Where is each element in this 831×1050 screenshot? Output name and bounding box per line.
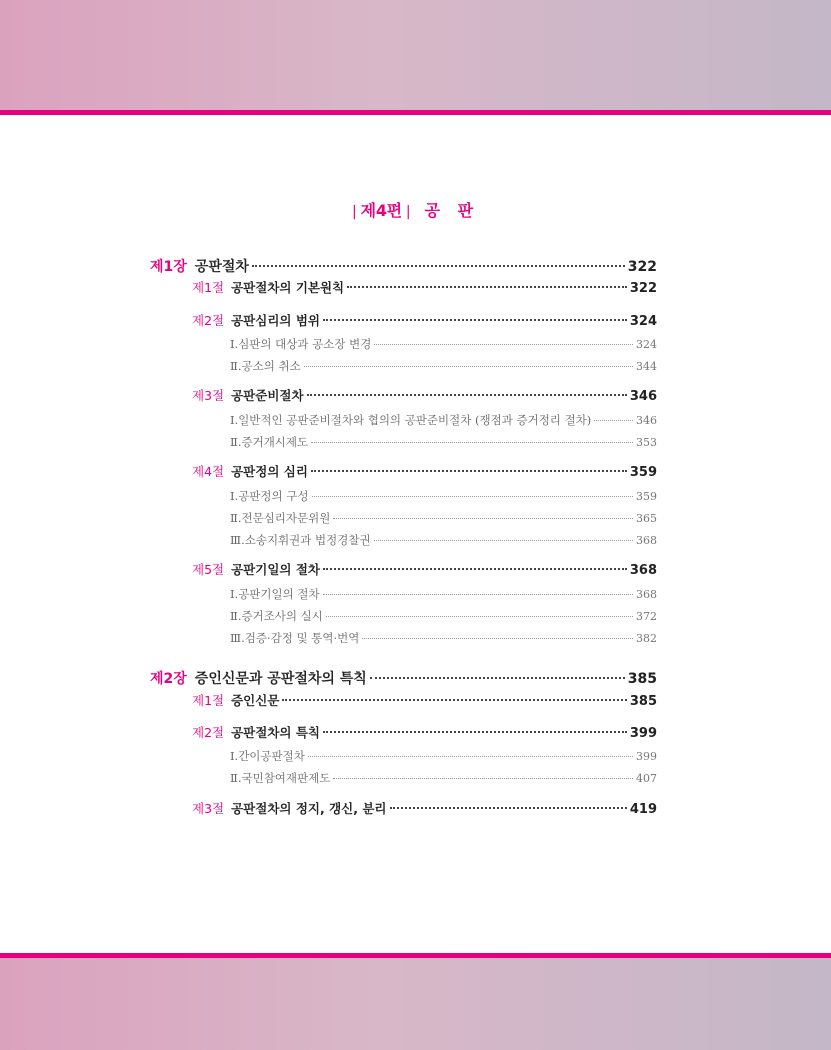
toc-entry-title: 공판기일의 절차 bbox=[238, 587, 320, 601]
toc-entry-title: 증거조사의 실시 bbox=[241, 609, 323, 623]
toc-entry-number: Ⅲ. bbox=[230, 533, 245, 547]
toc-entry-title: 소송지휘권과 법정경찰권 bbox=[244, 533, 371, 547]
toc-page-number: 368 bbox=[636, 534, 657, 547]
toc-entry-number: 제3절 bbox=[192, 801, 225, 816]
toc-entry-label bbox=[192, 462, 308, 480]
toc-subsection-row bbox=[230, 608, 657, 624]
toc-page-number: 346 bbox=[636, 414, 657, 427]
toc-leader-dots bbox=[311, 470, 627, 472]
toc-entry-title: 국민참여재판제도 bbox=[241, 771, 331, 785]
toc-section-row bbox=[192, 560, 657, 578]
toc-leader-dots bbox=[308, 756, 633, 757]
toc-page-number: 368 bbox=[629, 563, 657, 578]
toc-entry-number: 제5절 bbox=[192, 562, 225, 577]
header-rule bbox=[0, 110, 831, 115]
toc-page-number: 344 bbox=[636, 360, 657, 373]
toc-entry-title: 공판정의 구성 bbox=[238, 489, 309, 503]
toc-entry-number: 제2장 bbox=[150, 671, 187, 687]
toc-entry-label bbox=[192, 799, 387, 817]
toc-entry-label bbox=[192, 691, 279, 709]
toc-entry-label bbox=[192, 278, 344, 296]
toc-entry-label bbox=[230, 532, 371, 548]
footer-band bbox=[0, 958, 831, 1050]
toc-entry-label bbox=[230, 586, 320, 602]
toc-subsection-row bbox=[230, 770, 657, 786]
toc-chapter-row bbox=[150, 668, 657, 688]
header-band bbox=[0, 0, 831, 110]
toc-leader-dots bbox=[333, 778, 633, 779]
toc-leader-dots bbox=[323, 568, 627, 570]
toc-subsection-row bbox=[230, 336, 657, 352]
toc-page-number: 382 bbox=[636, 632, 657, 645]
toc-entry-label bbox=[230, 336, 371, 352]
toc-entry-number: Ⅰ. bbox=[230, 413, 239, 427]
toc-page-number: 399 bbox=[629, 726, 657, 741]
part-number: 제4편 bbox=[360, 201, 402, 220]
toc-entry-number: 제2절 bbox=[192, 725, 225, 740]
toc-subsection-row bbox=[230, 586, 657, 602]
toc-leader-dots bbox=[594, 420, 633, 421]
toc-entry-title: 증인신문과 공판절차의 특칙 bbox=[194, 671, 367, 687]
toc-entry-label bbox=[230, 510, 330, 526]
toc-leader-dots bbox=[374, 344, 633, 345]
part-title-bar-right: | bbox=[405, 204, 411, 220]
toc-subsection-row bbox=[230, 488, 657, 504]
toc-entry-label bbox=[230, 748, 305, 764]
toc-entry-number: Ⅲ. bbox=[230, 631, 245, 645]
toc-section-row bbox=[192, 723, 657, 741]
toc-subsection-row bbox=[230, 532, 657, 548]
toc-entry-label bbox=[150, 668, 367, 688]
toc-subsection-row bbox=[230, 434, 657, 450]
toc-entry-title: 공판절차의 정지, 갱신, 분리 bbox=[231, 801, 387, 816]
toc-leader-dots bbox=[312, 496, 633, 497]
toc-entry-label bbox=[192, 311, 320, 329]
toc-entry-title: 공판심리의 범위 bbox=[231, 313, 320, 328]
toc-entry-title: 공판절차의 특칙 bbox=[231, 725, 320, 740]
toc-entry-number: 제4절 bbox=[192, 464, 225, 479]
toc-section-row bbox=[192, 799, 657, 817]
toc-section-row bbox=[192, 462, 657, 480]
toc-page-number: 346 bbox=[629, 389, 657, 404]
toc-entry-title: 심판의 대상과 공소장 변경 bbox=[238, 337, 372, 351]
toc-leader-dots bbox=[390, 807, 627, 809]
toc-leader-dots bbox=[307, 394, 627, 396]
toc-leader-dots bbox=[323, 594, 633, 595]
toc-entry-title: 검증·감정 및 통역·번역 bbox=[244, 631, 360, 645]
toc-subsection-row bbox=[230, 510, 657, 526]
part-title-bar-left: | bbox=[351, 204, 357, 220]
toc-entry-label bbox=[230, 358, 301, 374]
toc-page-number: 407 bbox=[636, 772, 657, 785]
toc-page-number: 324 bbox=[636, 338, 657, 351]
toc-chapter-row bbox=[150, 256, 657, 276]
toc-page-number: 322 bbox=[629, 281, 657, 296]
toc-entry-label bbox=[230, 608, 323, 624]
toc-entry-number: 제3절 bbox=[192, 388, 225, 403]
toc-entry-label bbox=[192, 386, 304, 404]
toc-leader-dots bbox=[347, 286, 627, 288]
toc-entry-label bbox=[192, 723, 320, 741]
toc-entry-label bbox=[230, 770, 330, 786]
toc-entry-label bbox=[230, 630, 359, 646]
toc-leader-dots bbox=[252, 265, 625, 267]
toc-page-number: 359 bbox=[629, 465, 657, 480]
toc-entry-number: Ⅰ. bbox=[230, 749, 239, 763]
toc-entry-title: 공소의 취소 bbox=[241, 359, 301, 373]
toc-entry-title: 공판기일의 절차 bbox=[231, 562, 320, 577]
toc-leader-dots bbox=[374, 540, 633, 541]
toc-entry-label bbox=[192, 560, 320, 578]
part-title bbox=[0, 198, 831, 221]
toc-page-number: 385 bbox=[629, 694, 657, 709]
toc-page-number: 368 bbox=[636, 588, 657, 601]
toc-section-row bbox=[192, 311, 657, 329]
toc-section-row bbox=[192, 386, 657, 404]
toc-entry-label bbox=[230, 434, 308, 450]
toc-entry-title: 증거개시제도 bbox=[241, 435, 309, 449]
toc-entry-label bbox=[230, 412, 591, 428]
toc-entry-title: 전문심리자문위원 bbox=[241, 511, 331, 525]
toc-page-number: 322 bbox=[627, 259, 657, 275]
toc-section-row bbox=[192, 278, 657, 296]
toc-entry-number: Ⅰ. bbox=[230, 337, 239, 351]
toc-section-row bbox=[192, 691, 657, 709]
toc-entry-title: 공판준비절차 bbox=[231, 388, 304, 403]
toc-page-number: 399 bbox=[636, 750, 657, 763]
toc-entry-title: 간이공판절차 bbox=[238, 749, 305, 763]
toc-page-number: 365 bbox=[636, 512, 657, 525]
toc-page-number: 324 bbox=[629, 314, 657, 329]
toc-page-number: 385 bbox=[627, 671, 657, 687]
toc-entry-number: Ⅱ. bbox=[230, 511, 242, 525]
toc-subsection-row bbox=[230, 358, 657, 374]
toc-leader-dots bbox=[370, 677, 625, 679]
toc-page-number: 359 bbox=[636, 490, 657, 503]
toc-page-number: 353 bbox=[636, 436, 657, 449]
toc-entry-label bbox=[230, 488, 309, 504]
toc-entry-number: Ⅰ. bbox=[230, 489, 239, 503]
toc-page-number: 419 bbox=[629, 802, 657, 817]
toc-leader-dots bbox=[311, 442, 633, 443]
toc-entry-number: 제1절 bbox=[192, 693, 225, 708]
toc-entry-number: 제2절 bbox=[192, 313, 225, 328]
toc-entry-number: 제1장 bbox=[150, 259, 187, 275]
part-name: 공 판 bbox=[424, 201, 480, 220]
toc-entry-number: Ⅱ. bbox=[230, 609, 242, 623]
toc-leader-dots bbox=[304, 366, 633, 367]
toc-leader-dots bbox=[323, 319, 627, 321]
toc-leader-dots bbox=[323, 731, 627, 733]
toc-entry-number: Ⅱ. bbox=[230, 359, 242, 373]
toc-leader-dots bbox=[362, 638, 633, 639]
toc-leader-dots bbox=[282, 699, 626, 701]
toc-subsection-row bbox=[230, 630, 657, 646]
toc-entry-title: 공판절차 bbox=[194, 259, 249, 275]
toc-leader-dots bbox=[326, 616, 633, 617]
toc-leader-dots bbox=[333, 518, 633, 519]
toc-page-number: 372 bbox=[636, 610, 657, 623]
toc-entry-label bbox=[150, 256, 249, 276]
toc-entry-number: 제1절 bbox=[192, 280, 225, 295]
toc-entry-title: 일반적인 공판준비절차와 협의의 공판준비절차 (쟁점과 증거정리 절차) bbox=[238, 413, 592, 427]
toc-entry-title: 증인신문 bbox=[231, 693, 280, 708]
toc-entry-number: Ⅱ. bbox=[230, 435, 242, 449]
toc-subsection-row bbox=[230, 412, 657, 428]
toc-subsection-row bbox=[230, 748, 657, 764]
toc-entry-number: Ⅰ. bbox=[230, 587, 239, 601]
toc-entry-title: 공판절차의 기본원칙 bbox=[231, 280, 345, 295]
toc-entry-title: 공판정의 심리 bbox=[231, 464, 308, 479]
toc-entry-number: Ⅱ. bbox=[230, 771, 242, 785]
